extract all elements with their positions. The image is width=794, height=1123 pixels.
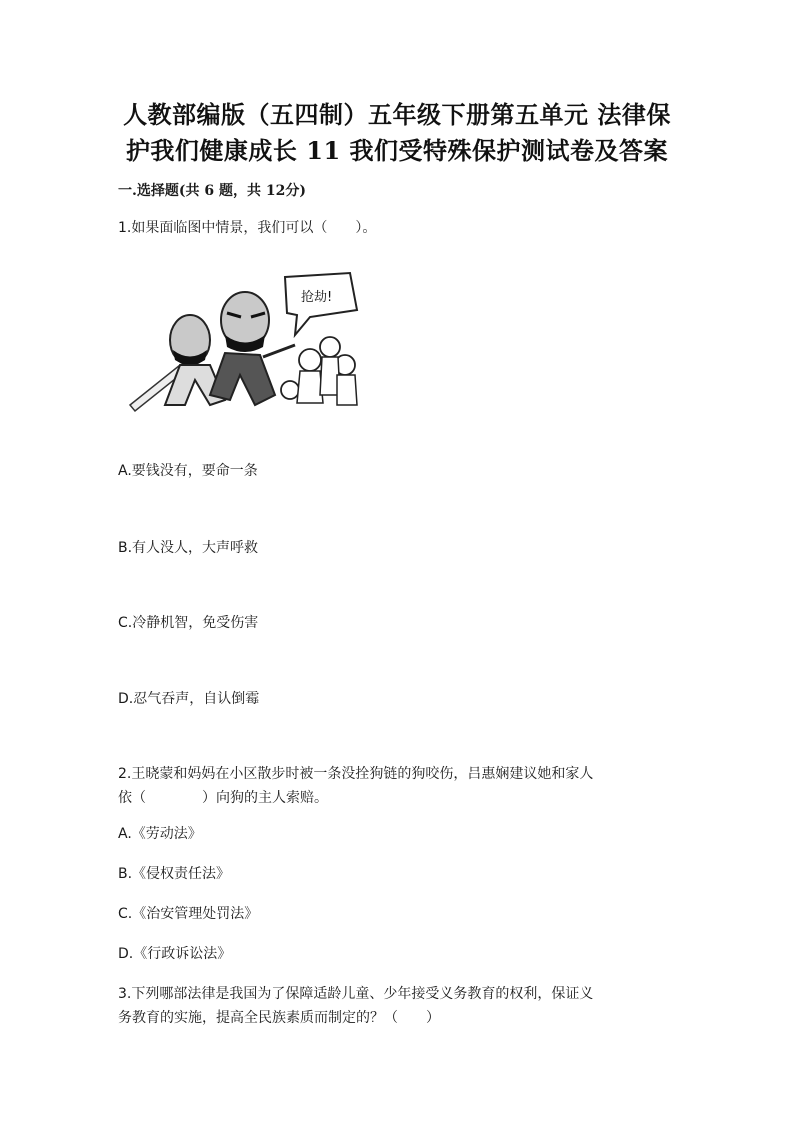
q2-option-a: A.《劳动法》 (118, 826, 202, 842)
q2-option-d: D.《行政诉讼法》 (118, 946, 232, 962)
q1-option-d: D.忍气吞声，自认倒霉 (118, 691, 260, 707)
question-3-text (118, 982, 678, 1030)
document-title-line-2: 护我们健康成长 11 我们受特殊保护测试卷及答案 (125, 136, 669, 165)
question-1-text: 1.如果面临图中情景，我们可以（ ）。 (118, 220, 377, 236)
speech-bubble-text: 抢劫! (301, 290, 333, 305)
q1-option-a: A.要钱没有，要命一条 (118, 463, 258, 479)
question-3-line-2: 务教育的实施，提高全民族素质而制定的？（ ） (118, 1010, 440, 1026)
q2-option-b: B.《侵权责任法》 (118, 866, 231, 882)
question-2-line-1: 2.王晓蒙和妈妈在小区散步时被一条没拴狗链的狗咬伤，吕惠娴建议她和家人 (118, 766, 594, 782)
section-heading: 一.选择题(共 6 题，共 12分) (118, 183, 306, 199)
q1-option-c: C.冷静机智，免受伤害 (118, 615, 259, 631)
question-2-line-2: 依（ ）向狗的主人索赔。 (118, 790, 328, 806)
question-2-text (118, 762, 678, 810)
robbery-illustration (125, 265, 365, 413)
document-title-line-1: 人教部编版（五四制）五年级下册第五单元 法律保 (123, 100, 671, 129)
q1-option-b: B.有人没人，大声呼救 (118, 540, 259, 556)
question-3-line-1: 3.下列哪部法律是我国为了保障适龄儿童、少年接受义务教育的权利，保证义 (118, 986, 594, 1002)
q2-option-c: C.《治安管理处罚法》 (118, 906, 259, 922)
